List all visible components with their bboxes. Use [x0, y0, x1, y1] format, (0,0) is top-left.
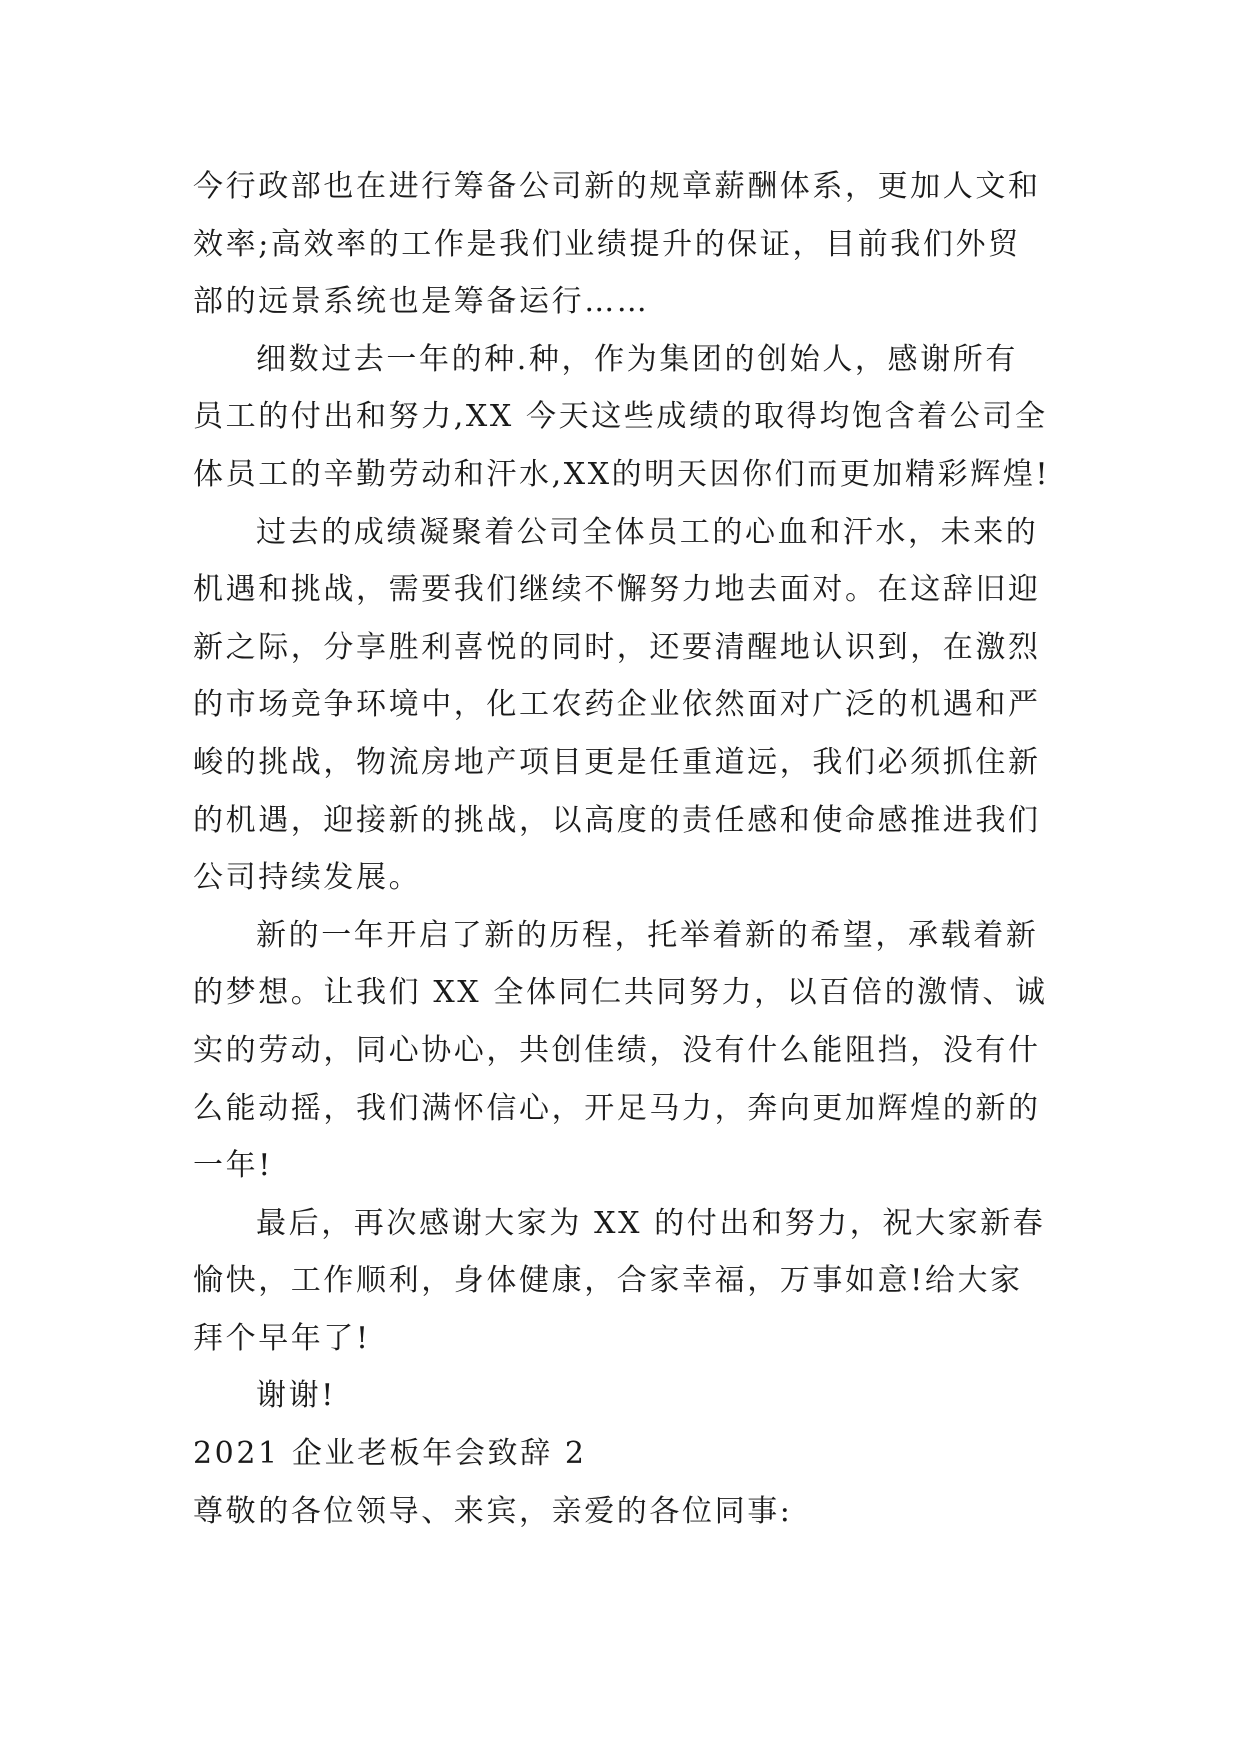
body-line: 实的劳动，同心协心，共创佳绩，没有什么能阻挡，没有什: [193, 1032, 1041, 1068]
body-line: 今行政部也在进行筹备公司新的规章薪酬体系，更加人文和: [193, 169, 1041, 204]
body-line: 部的远景系统也是筹备运行……: [193, 284, 650, 320]
body-line: 的梦想。让我们 XX 全体同仁共同努力，以百倍的激情、诚: [193, 975, 1048, 1011]
body-line: 过去的成绩凝聚着公司全体员工的心血和汗水，未来的: [256, 514, 1039, 550]
body-line: 谢谢!: [256, 1378, 336, 1414]
document-body: [193, 158, 1055, 1540]
body-line: 一年!: [193, 1148, 273, 1184]
body-line: 最后，再次感谢大家为 XX 的付出和努力，祝大家新春: [256, 1205, 1046, 1241]
body-line: 的机遇，迎接新的挑战，以高度的责任感和使命感推进我们: [193, 802, 1041, 838]
body-line: 么能动摇，我们满怀信心，开足马力，奔向更加辉煌的新的: [193, 1090, 1041, 1126]
body-line: 峻的挑战，物流房地产项目更是任重道远，我们必须抓住新: [193, 744, 1041, 780]
body-line: 的市场竞争环境中，化工农药企业依然面对广泛的机遇和严: [193, 687, 1041, 723]
salutation: 尊敬的各位领导、来宾，亲爱的各位同事:: [193, 1493, 793, 1529]
body-line: 公司持续发展。: [193, 860, 422, 896]
body-line: 员工的付出和努力,XX 今天这些成绩的取得均饱含着公司全: [193, 399, 1048, 435]
body-line: 体员工的辛勤劳动和汗水,XX的明天因你们而更加精彩辉煌!: [193, 456, 1051, 492]
body-line: 细数过去一年的种.种，作为集团的创始人，感谢所有: [256, 341, 1018, 377]
body-line: 效率;高效率的工作是我们业绩提升的保证，目前我们外贸: [193, 226, 1021, 262]
body-line: 新的一年开启了新的历程，托举着新的希望，承载着新: [256, 917, 1039, 953]
body-line: 新之际，分享胜利喜悦的同时，还要清醒地认识到，在激烈: [193, 629, 1041, 665]
body-line: 愉快，工作顺利，身体健康，合家幸福，万事如意!给大家: [193, 1263, 1023, 1299]
body-line: 拜个早年了!: [193, 1320, 371, 1356]
body-line: 机遇和挑战，需要我们继续不懈努力地去面对。在这辞旧迎: [193, 572, 1041, 608]
section-heading: 2021 企业老板年会致辞 2: [193, 1436, 587, 1472]
